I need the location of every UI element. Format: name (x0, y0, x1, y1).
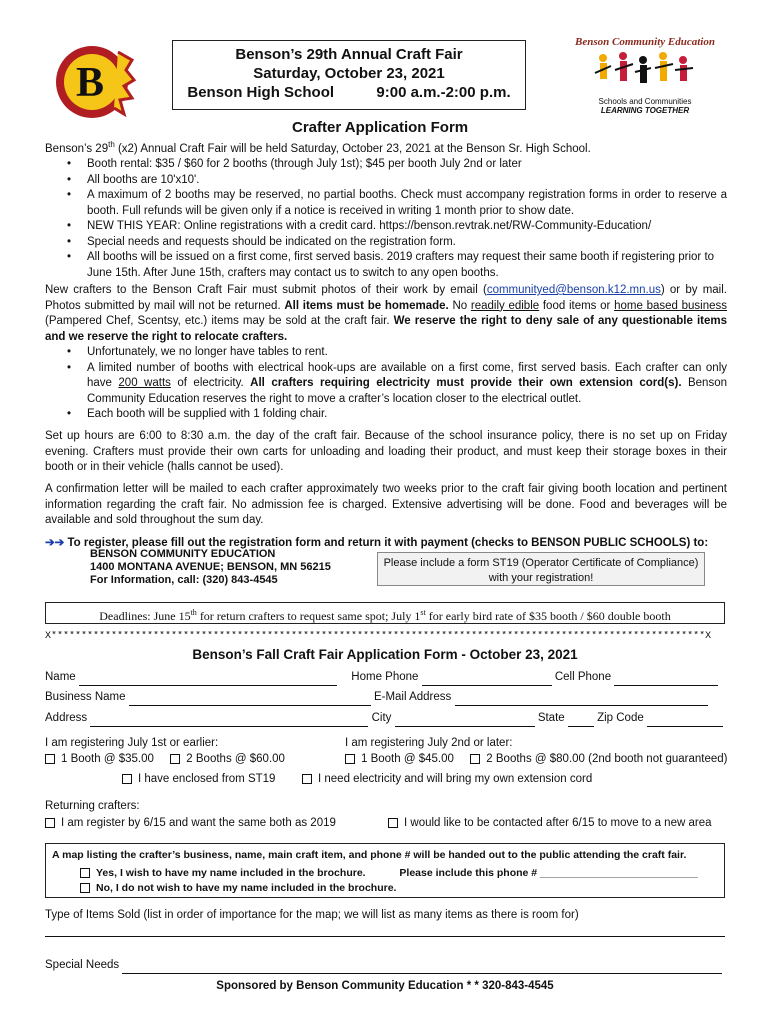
late-options (345, 752, 728, 768)
early-label: I am registering July 1st or earlier: (45, 737, 219, 749)
people-figures-icon (585, 48, 705, 94)
city-label: City (371, 712, 392, 724)
setup-text: Set up hours are 6:00 to 8:30 a.m. the day of the craft fair. Because of the school insurance policy, there is no set up on Friday evening. Crafters must provide their own carts for unloading and loading their product, and must keep their storage boxes in their booth or in their vehicle (halls cannot be used). (45, 430, 727, 473)
option-label: I need electricity and will bring my own extension cord (318, 773, 593, 785)
state-field[interactable] (568, 715, 594, 727)
late-label: I am registering July 2nd or later: (345, 737, 513, 749)
list-item: • Unfortunately, we no longer have tables to rent. (45, 345, 727, 361)
map-phone-field[interactable]: Please include this phone # ___________________________ (399, 867, 698, 879)
address-field[interactable] (90, 715, 368, 727)
city-field[interactable] (395, 715, 535, 727)
same-booth-checkbox[interactable] (45, 818, 55, 828)
map-box (45, 843, 725, 898)
register-instructions: ➔➔ To register, please fill out the registration form and return it with payment (checks to BENSON PUBLIC SCHOOLS) to: (45, 537, 709, 549)
late-1-booth-checkbox[interactable] (345, 754, 355, 764)
returning-label: Returning crafters: (45, 800, 140, 812)
items-field[interactable] (45, 936, 725, 937)
list-item: • Each booth will be supplied with 1 folding chair. (45, 407, 727, 423)
early-1-booth-checkbox[interactable] (45, 754, 55, 764)
early-options (45, 752, 285, 768)
event-location-time (173, 83, 525, 102)
items-label: Type of Items Sold (list in order of importance for the map; we will list as many items as there is room for) (45, 909, 579, 921)
option-label: 2 Booths @ $60.00 (186, 753, 285, 765)
late-2-booth-checkbox[interactable] (470, 754, 480, 764)
list-item: • All booths will be issued on a first come, first served basis. 2019 crafters may request their same booth if registering prior to June 15th. After June 15th, crafters may contact us to switch to any open booths. (45, 250, 727, 281)
svg-text:B: B (75, 60, 105, 106)
intro-bullets (45, 157, 727, 281)
org-tagline-2: LEARNING TOGETHER (600, 106, 690, 115)
intro-text: Benson’s 29th (x2) Annual Craft Fair will be held Saturday, October 23, 2021 at the Benson Sr. High School. (45, 140, 591, 155)
list-item: • Booth rental: $35 / $60 for 2 booths (through July 1st); $45 per booth July 2nd or later (45, 157, 727, 173)
new-crafters-text: New crafters to the Benson Craft Fair must submit photos of their work by email (communityed@benson.k12.mn.us) or by mail. Photos submitted by mail will not be returned. All items must be homemade. No readily edible food items or home based business (Pampered Chef, Scentsy, etc.) items may be sold at the craft fair. We reserve the right to deny sale of any questionable items and we reserve the right to relocate crafters. (45, 284, 728, 343)
early-2-booth-checkbox[interactable] (170, 754, 180, 764)
email-label: E-Mail Address (373, 691, 452, 703)
st19-option (122, 772, 275, 788)
email-link[interactable]: communityed@benson.k12.mn.us (486, 284, 661, 296)
option-label: 2 Booths @ $80.00 (2nd booth not guaranteed) (486, 753, 728, 765)
contact-checkbox[interactable] (388, 818, 398, 828)
mailing-address (90, 548, 331, 587)
zip-label: Zip Code (597, 712, 644, 724)
new-crafters-bullets (45, 345, 727, 423)
map-heading: A map listing the crafter’s business, name, main craft item, and phone # will be handed out to the public attending the craft fair. (52, 849, 687, 861)
application-title: Benson’s Fall Craft Fair Application Form - October 23, 2021 (192, 647, 578, 662)
st19-notice: Please include a form ST19 (Operator Certificate of Compliance) with your registration! (377, 552, 705, 586)
community-education-logo (565, 36, 725, 126)
email-field[interactable] (455, 694, 708, 706)
same-booth-option (45, 816, 336, 832)
option-label: 1 Booth @ $45.00 (361, 753, 454, 765)
arrow-icon: ➔➔ (45, 537, 65, 549)
address-row (45, 711, 723, 727)
name-field[interactable] (79, 674, 337, 686)
option-label: I am register by 6/15 and want the same both as 2019 (61, 817, 336, 829)
list-item: • All booths are 10'x10'. (45, 173, 727, 189)
business-row (45, 690, 708, 706)
address-line: 1400 MONTANA AVENUE; BENSON, MN 56215 (90, 561, 331, 573)
option-label: I have enclosed from ST19 (138, 773, 276, 785)
list-item: • A maximum of 2 booths may be reserved, no partial booths. Check must accompany registration forms in order to reserve a booth. Full refunds will be given only if a notice is received in writing 1 month prior to show date. (45, 188, 727, 219)
cut-line: X*************************************************************************************************************X (45, 631, 712, 642)
electric-option (302, 772, 592, 788)
cell-phone-label: Cell Phone (554, 671, 612, 683)
confirmation-text: A confirmation letter will be mailed to each crafter approximately two weeks prior to the craft fair giving booth location and pertinent information regarding the craft fair. No admission fee is charged. Extensive advertising will be done. Food and beverages will be available and sold throughout the sum day. (45, 483, 727, 526)
map-no-option (80, 882, 396, 894)
list-item: • NEW THIS YEAR: Online registrations with a credit card. https://benson.revtrak.net/RW-Community-Education/ (45, 219, 727, 235)
map-yes-checkbox[interactable] (80, 868, 90, 878)
electricity-checkbox[interactable] (302, 774, 312, 784)
event-title-box (172, 40, 526, 110)
benson-braves-logo (52, 40, 136, 124)
map-yes-option (80, 867, 698, 879)
state-label: State (537, 712, 565, 724)
event-time: 9:00 a.m.-2:00 p.m. (376, 84, 511, 101)
business-name-field[interactable] (129, 694, 371, 706)
cell-phone-field[interactable] (614, 674, 718, 686)
address-label: Address (45, 712, 88, 724)
intro-section (45, 137, 727, 281)
phone-line: For Information, call: (320) 843-4545 (90, 574, 278, 586)
option-label: I would like to be contacted after 6/15 to move to a new area (404, 817, 712, 829)
sponsor-footer: Sponsored by Benson Community Education * * 320-843-4545 (216, 980, 554, 992)
address-line: BENSON COMMUNITY EDUCATION (90, 548, 276, 560)
org-tagline-1: Schools and Communities (598, 97, 692, 106)
zip-field[interactable] (647, 715, 723, 727)
name-row (45, 670, 718, 686)
special-needs-label: Special Needs (45, 959, 120, 971)
map-no-checkbox[interactable] (80, 883, 90, 893)
special-needs-row (45, 958, 722, 974)
event-date: Saturday, October 23, 2021 (253, 65, 445, 82)
form-title: Crafter Application Form (292, 119, 469, 136)
home-phone-label: Home Phone (351, 671, 419, 683)
contact-option (388, 816, 712, 832)
list-item: • A limited number of booths with electrical hook-ups are available on a first come, first served basis. Each crafter can only have 200 watts of electricity. All crafters requiring electricity must provide their own extension cord(s). Benson Community Education reserves the right to move a crafter’s location closer to the electrical outlet. (45, 361, 727, 408)
event-location: Benson High School (187, 84, 335, 101)
deadline-box: Deadlines: June 15th for return crafters to request same spot; July 1st for early bird rate of $35 booth / $60 double booth (45, 602, 725, 624)
business-name-label: Business Name (45, 691, 126, 703)
option-label: No, I do not wish to have my name included in the brochure. (96, 882, 397, 894)
option-label: Yes, I wish to have my name included in the brochure. (96, 867, 366, 879)
new-crafters-section (45, 283, 727, 423)
st19-checkbox[interactable] (122, 774, 132, 784)
name-label: Name (45, 671, 76, 683)
event-title: Benson’s 29th Annual Craft Fair (235, 46, 463, 63)
option-label: 1 Booth @ $35.00 (61, 753, 154, 765)
special-needs-field[interactable] (122, 962, 722, 974)
home-phone-field[interactable] (422, 674, 552, 686)
org-name: Benson Community Education (575, 36, 715, 48)
list-item: • Special needs and requests should be indicated on the registration form. (45, 235, 727, 251)
